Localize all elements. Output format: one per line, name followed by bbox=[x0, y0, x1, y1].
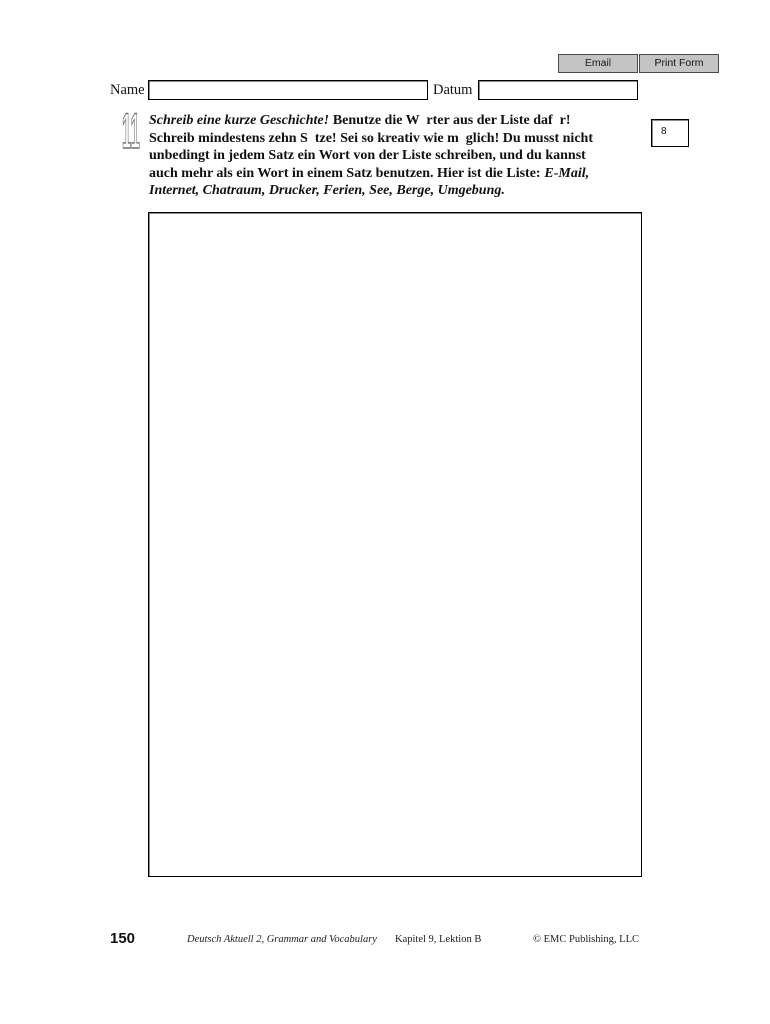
story-answer-area[interactable] bbox=[148, 212, 642, 877]
page-number: 150 bbox=[110, 930, 136, 947]
footer-copyright: © EMC Publishing, LLC bbox=[533, 934, 639, 945]
footer-book-title: Deutsch Aktuell 2, Grammar and Vocabulary bbox=[187, 934, 377, 945]
word-list: Internet, Chatraum, Drucker, Ferien, See, Berge, Umgebung. bbox=[149, 183, 505, 199]
exercise-number: 11 bbox=[122, 103, 141, 159]
instructions bbox=[149, 112, 644, 200]
instruction-line-1 bbox=[149, 112, 644, 130]
instruction-line-4 bbox=[149, 165, 644, 183]
name-label: Name bbox=[110, 82, 145, 98]
print-form-button[interactable]: Print Form bbox=[639, 54, 719, 73]
instruction-line-2: Schreib mindestens zehn S tze! Sei so kreativ wie m glich! Du musst nicht bbox=[149, 130, 593, 146]
name-field[interactable] bbox=[148, 80, 428, 100]
instruction-text: Benutze die W rter aus der Liste daf r! bbox=[332, 113, 571, 128]
footer-chapter: Kapitel 9, Lektion B bbox=[395, 934, 482, 945]
instruction-line-3: unbedingt in jedem Satz ein Wort von der Liste schreiben, und du kannst bbox=[149, 148, 586, 164]
points-box[interactable] bbox=[651, 119, 689, 147]
points-value: 8 bbox=[661, 126, 667, 137]
instruction-title: Schreib eine kurze Geschichte! bbox=[149, 113, 330, 128]
datum-label: Datum bbox=[433, 82, 473, 98]
instruction-text: auch mehr als ein Wort in einem Satz benutzen. Hier ist die Liste: bbox=[149, 165, 541, 181]
email-button[interactable]: Email bbox=[558, 54, 638, 73]
datum-field[interactable] bbox=[478, 80, 638, 100]
word-list-item: E-Mail, bbox=[544, 165, 590, 181]
